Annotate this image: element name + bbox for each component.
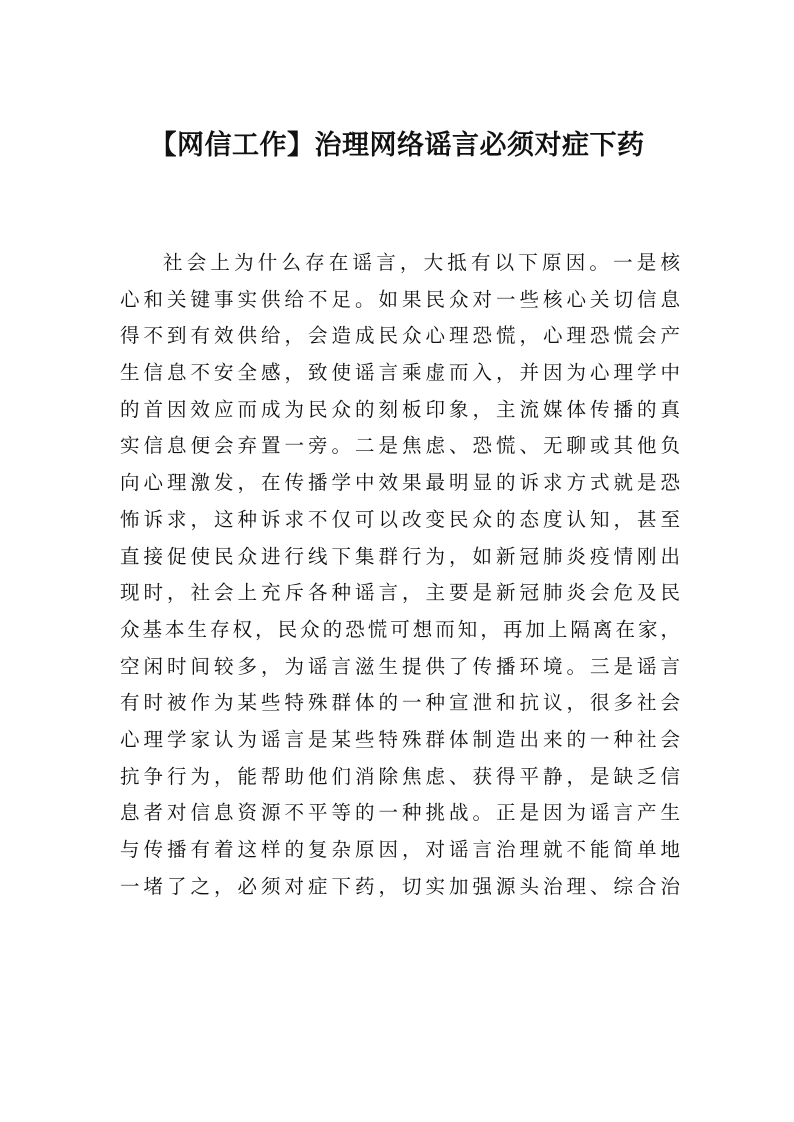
document-title: 【网信工作】治理网络谣言必须对症下药: [149, 130, 645, 161]
paragraph-line: 生信息不安全感，致使谣言乘虚而入，并因为心理学中: [120, 361, 680, 385]
paragraph-line: 实信息便会弃置一旁。二是焦虑、恐慌、无聊或其他负: [120, 434, 680, 458]
document-body-paragraph: [120, 245, 680, 905]
paragraph-line: 得不到有效供给，会造成民众心理恐慌，心理恐慌会产: [120, 324, 680, 348]
paragraph-line: 社会上为什么存在谣言，大抵有以下原因。一是核: [163, 251, 680, 274]
paragraph-line: 现时，社会上充斥各种谣言，主要是新冠肺炎会危及民: [120, 581, 680, 605]
paragraph-line: 怖诉求，这种诉求不仅可以改变民众的态度认知，甚至: [120, 507, 680, 531]
paragraph-line: 直接促使民众进行线下集群行为，如新冠肺炎疫情刚出: [120, 544, 680, 568]
paragraph-line: 空闲时间较多，为谣言滋生提供了传播环境。三是谣言: [120, 654, 680, 678]
paragraph-line: 的首因效应而成为民众的刻板印象，主流媒体传播的真: [120, 397, 680, 421]
paragraph-line: 与传播有着这样的复杂原因，对谣言治理就不能简单地: [120, 838, 680, 861]
paragraph-line: 有时被作为某些特殊群体的一种宣泄和抗议，很多社会: [120, 691, 680, 715]
paragraph-line: 息者对信息资源不平等的一种挑战。正是因为谣言产生: [120, 801, 680, 825]
paragraph-line: 向心理激发，在传播学中效果最明显的诉求方式就是恐: [120, 471, 680, 495]
paragraph-line: 心理学家认为谣言是某些特殊群体制造出来的一种社会: [120, 727, 680, 751]
paragraph-line: 心和关键事实供给不足。如果民众对一些核心关切信息: [120, 287, 680, 311]
paragraph-line: 众基本生存权，民众的恐慌可想而知，再加上隔离在家，: [120, 617, 680, 641]
paragraph-line: 抗争行为，能帮助他们消除焦虑、获得平静，是缺乏信: [120, 764, 680, 788]
paragraph-line: 一堵了之，必须对症下药，切实加强源头治理、综合治: [120, 874, 680, 898]
